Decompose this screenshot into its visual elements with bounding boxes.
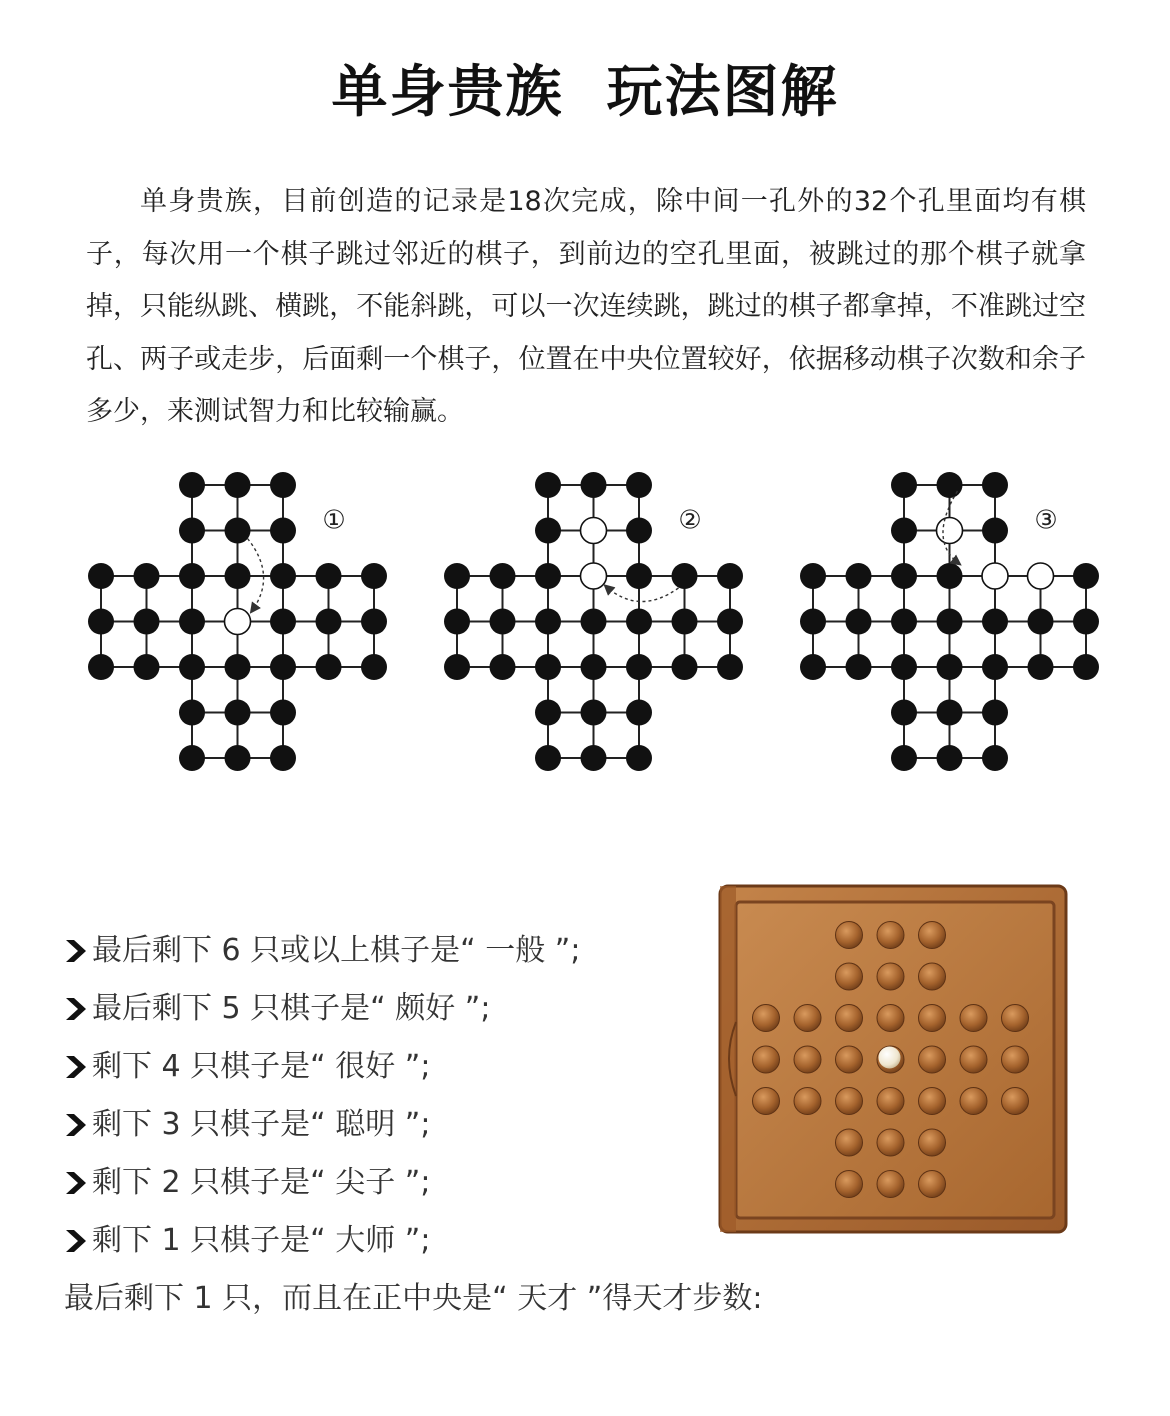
wood-hole <box>960 1046 987 1073</box>
chevron-right-icon <box>62 1052 90 1082</box>
peg <box>717 563 743 589</box>
peg <box>179 609 205 635</box>
peg <box>270 563 296 589</box>
wood-hole <box>877 1129 904 1156</box>
wood-hole <box>836 1129 863 1156</box>
peg <box>846 654 872 680</box>
empty-hole <box>581 518 607 544</box>
peg <box>361 563 387 589</box>
peg <box>937 609 963 635</box>
peg <box>891 563 917 589</box>
wood-hole <box>1002 1046 1029 1073</box>
peg <box>535 472 561 498</box>
rating-item <box>62 1154 702 1212</box>
wood-hole <box>919 1171 946 1198</box>
step-label: ① <box>322 505 346 536</box>
rating-text: 剩下 2 只棋子是“ 尖子 ”; <box>92 1165 431 1200</box>
peg <box>846 563 872 589</box>
wood-hole <box>836 1046 863 1073</box>
jump-diagrams <box>0 452 1170 782</box>
wood-hole <box>794 1005 821 1032</box>
step-label: ③ <box>1034 505 1058 536</box>
wood-hole <box>836 1171 863 1198</box>
peg <box>490 563 516 589</box>
wood-hole <box>1002 1088 1029 1115</box>
peg <box>672 563 698 589</box>
wood-hole <box>836 922 863 949</box>
peg <box>626 563 652 589</box>
peg <box>672 654 698 680</box>
wood-hole <box>919 1129 946 1156</box>
rating-text: 剩下 3 只棋子是“ 聪明 ”; <box>92 1107 431 1142</box>
peg <box>490 609 516 635</box>
peg <box>891 654 917 680</box>
peg <box>982 745 1008 771</box>
peg <box>1028 609 1054 635</box>
rating-item <box>62 1270 763 1328</box>
wood-hole <box>919 922 946 949</box>
peg <box>316 563 342 589</box>
chevron-right-icon <box>62 1226 90 1256</box>
peg <box>535 563 561 589</box>
rating-item <box>62 1096 702 1154</box>
wood-hole <box>794 1088 821 1115</box>
wood-hole <box>877 1005 904 1032</box>
peg <box>937 654 963 680</box>
rating-text: 剩下 4 只棋子是“ 很好 ”; <box>92 1049 431 1084</box>
wood-hole <box>877 1171 904 1198</box>
peg <box>581 745 607 771</box>
rating-item <box>62 922 702 980</box>
page-title: 单身贵族 玩法图解 <box>331 60 839 125</box>
peg <box>88 563 114 589</box>
peg <box>179 563 205 589</box>
chevron-right-icon <box>62 1168 90 1198</box>
peg <box>982 518 1008 544</box>
peg <box>270 700 296 726</box>
peg <box>937 700 963 726</box>
peg <box>88 609 114 635</box>
peg <box>626 472 652 498</box>
peg <box>891 518 917 544</box>
peg <box>891 700 917 726</box>
wood-hole <box>919 1005 946 1032</box>
peg <box>225 654 251 680</box>
wood-hole <box>960 1088 987 1115</box>
wood-hole <box>836 1088 863 1115</box>
wood-hole <box>919 963 946 990</box>
peg <box>535 609 561 635</box>
peg <box>626 654 652 680</box>
wood-hole <box>753 1046 780 1073</box>
peg <box>88 654 114 680</box>
peg <box>361 609 387 635</box>
peg <box>270 472 296 498</box>
wood-hole <box>753 1005 780 1032</box>
peg <box>444 563 470 589</box>
peg <box>134 609 160 635</box>
rating-list <box>62 922 763 1328</box>
peg <box>361 654 387 680</box>
rating-item <box>62 980 702 1038</box>
peg <box>717 609 743 635</box>
intro-paragraph: 单身贵族，目前创造的记录是18次完成，除中间一孔外的32个孔里面均有棋子，每次用一个棋子跳过邻近的棋子，到前边的空孔里面，被跳过的那个棋子就拿掉，只能纵跳、横跳，不能斜跳，可以一次连续跳，跳过的棋子都拿掉，不准跳过空孔、两子或走步，后面剩一个棋子，位置在中央位置较好，依据移动棋子次数和余子多少，来测试智力和比较输赢。 <box>86 186 1086 427</box>
peg <box>982 654 1008 680</box>
peg <box>581 654 607 680</box>
rating-item <box>62 1212 702 1270</box>
peg <box>134 563 160 589</box>
peg <box>270 609 296 635</box>
chevron-right-icon <box>62 994 90 1024</box>
rating-item <box>62 1038 702 1096</box>
peg <box>626 745 652 771</box>
empty-hole <box>937 518 963 544</box>
wood-hole <box>753 1088 780 1115</box>
peg <box>535 745 561 771</box>
peg <box>800 609 826 635</box>
peg <box>490 654 516 680</box>
rating-text: 最后剩下 5 只棋子是“ 颇好 ”; <box>92 991 491 1026</box>
peg <box>626 700 652 726</box>
peg <box>581 609 607 635</box>
peg <box>225 700 251 726</box>
peg <box>581 472 607 498</box>
empty-hole <box>581 563 607 589</box>
peg <box>846 609 872 635</box>
diagram-1 <box>88 472 387 771</box>
peg <box>581 700 607 726</box>
peg <box>937 745 963 771</box>
empty-hole <box>982 563 1008 589</box>
peg <box>800 654 826 680</box>
peg <box>179 654 205 680</box>
peg <box>316 654 342 680</box>
peg <box>444 654 470 680</box>
peg <box>1028 654 1054 680</box>
wood-hole <box>836 963 863 990</box>
wood-hole <box>794 1046 821 1073</box>
peg <box>937 472 963 498</box>
peg <box>179 745 205 771</box>
peg <box>672 609 698 635</box>
chevron-right-icon <box>62 936 90 966</box>
peg <box>270 654 296 680</box>
peg <box>982 609 1008 635</box>
wood-hole <box>1002 1005 1029 1032</box>
peg <box>535 700 561 726</box>
peg <box>626 609 652 635</box>
peg <box>134 654 160 680</box>
wood-hole <box>836 1005 863 1032</box>
peg <box>535 654 561 680</box>
peg <box>1073 563 1099 589</box>
peg <box>316 609 342 635</box>
peg <box>1073 609 1099 635</box>
rating-text: 最后剩下 6 只或以上棋子是“ 一般 ”; <box>92 933 581 968</box>
peg <box>717 654 743 680</box>
step-label: ② <box>678 505 702 536</box>
peg <box>225 745 251 771</box>
peg <box>270 518 296 544</box>
peg <box>225 518 251 544</box>
peg <box>891 745 917 771</box>
wood-hole <box>919 1088 946 1115</box>
empty-hole <box>1028 563 1054 589</box>
wood-hole <box>919 1046 946 1073</box>
peg <box>179 518 205 544</box>
wood-hole <box>960 1005 987 1032</box>
rating-text: 剩下 1 只棋子是“ 大师 ”; <box>92 1223 431 1258</box>
peg <box>1073 654 1099 680</box>
empty-hole <box>225 609 251 635</box>
peg <box>937 563 963 589</box>
wood-hole <box>877 922 904 949</box>
wooden-board-photo <box>718 882 1068 1234</box>
chevron-right-icon <box>62 1110 90 1140</box>
peg <box>225 472 251 498</box>
peg <box>982 472 1008 498</box>
peg <box>891 472 917 498</box>
peg <box>270 745 296 771</box>
peg <box>179 472 205 498</box>
wood-hole <box>877 1088 904 1115</box>
peg <box>626 518 652 544</box>
marble <box>879 1047 901 1069</box>
wood-hole <box>877 963 904 990</box>
peg <box>535 518 561 544</box>
diagram-3 <box>800 472 1099 771</box>
peg <box>800 563 826 589</box>
peg <box>982 700 1008 726</box>
rating-text: 最后剩下 1 只，而且在正中央是“ 天才 ”得天才步数: <box>64 1281 763 1316</box>
peg <box>891 609 917 635</box>
peg <box>179 700 205 726</box>
peg <box>444 609 470 635</box>
diagram-2 <box>444 472 743 771</box>
peg <box>225 563 251 589</box>
